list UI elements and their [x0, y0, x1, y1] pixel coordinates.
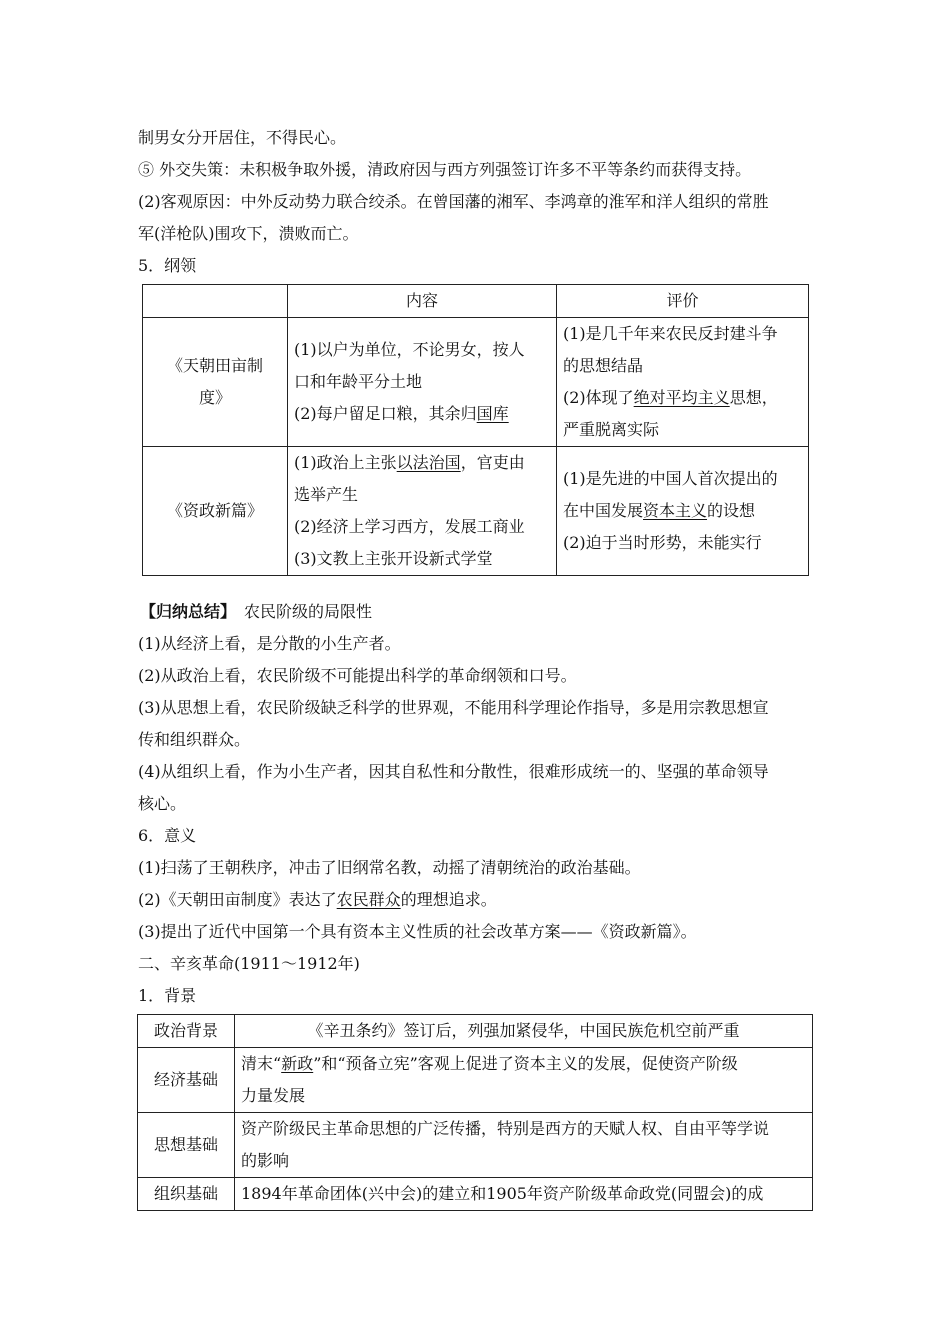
table-cell: 1894年革命团体(兴中会)的建立和1905年资产阶级革命政党(同盟会)的成	[235, 1178, 813, 1211]
cell-text: 资产阶级民主革命思想的广泛传播，特别是西方的天赋人权、自由平等学说	[241, 1119, 770, 1138]
cell-text: (2)经济上学习西方，发展工商业	[294, 517, 525, 536]
table-header-cell	[143, 285, 288, 318]
section-heading: 5．纲领	[138, 256, 197, 275]
table-row-label: 思想基础	[138, 1113, 235, 1178]
table-cell-eval	[557, 318, 809, 447]
table-cell-content	[288, 447, 557, 576]
cell-text: (2)迫于当时形势，未能实行	[563, 533, 762, 552]
cell-text	[294, 447, 550, 479]
table-row-label: 组织基础	[138, 1178, 235, 1211]
cell-text-part: 在中国发展	[563, 501, 644, 520]
table-header-cell: 评价	[557, 285, 809, 318]
summary-line: (4)从组织上看，作为小生产者，因其自私性和分散性，很难形成统一的、坚强的革命领导	[138, 762, 769, 781]
program-table	[142, 284, 809, 576]
table-cell-content	[288, 318, 557, 447]
meaning-line: (3)提出了近代中国第一个具有资本主义性质的社会改革方案——《资政新篇》。	[138, 922, 697, 941]
underlined-keyword: 资本主义	[643, 501, 708, 520]
table-cell-eval	[557, 447, 809, 576]
paragraph-line: (2)客观原因：中外反动势力联合绞杀。在曾国藩的湘军、李鸿章的淮军和洋人组织的常胜	[138, 192, 769, 211]
cell-text-part: 清末“	[241, 1054, 282, 1073]
paragraph-line: 军(洋枪队)围攻下，溃败而亡。	[138, 224, 359, 243]
section-heading: 1．背景	[138, 986, 197, 1005]
cell-text: (1)是几千年来农民反封建斗争	[563, 324, 778, 343]
section-heading: 6．意义	[138, 826, 197, 845]
underlined-keyword: 国库	[476, 404, 509, 423]
table-row-label: 经济基础	[138, 1048, 235, 1113]
cell-text-part: 的设想	[707, 501, 756, 520]
cell-text-part: (2)体现了	[563, 388, 634, 407]
cell-text: 口和年龄平分土地	[294, 372, 423, 391]
summary-line: 核心。	[138, 794, 187, 813]
text-part: 的理想追求。	[400, 890, 497, 909]
table-header-cell: 内容	[288, 285, 557, 318]
row-label-line: 度》	[198, 388, 231, 407]
cell-text-part: ，官吏由	[460, 453, 525, 472]
cell-text: 的影响	[241, 1151, 290, 1170]
cell-text-part: 思想，	[729, 388, 778, 407]
cell-text-part: ”和“预备立宪”客观上促进了资本主义的发展，促使资产阶级	[313, 1054, 738, 1073]
paragraph-line: 制男女分开居住，不得民心。	[138, 128, 347, 147]
cell-text: (3)文教上主张开设新式学堂	[294, 549, 493, 568]
table-row-label: 《资政新篇》	[143, 447, 288, 576]
cell-text	[241, 1048, 806, 1080]
cell-text: 力量发展	[241, 1086, 306, 1105]
text-part: (2)《天朝田亩制度》表达了	[138, 890, 337, 909]
summary-line: 传和组织群众。	[138, 730, 251, 749]
cell-text: (1)是先进的中国人首次提出的	[563, 469, 778, 488]
summary-line: (1)从经济上看，是分散的小生产者。	[138, 634, 401, 653]
underlined-keyword: 绝对平均主义	[633, 388, 730, 407]
underlined-keyword: 农民群众	[336, 890, 401, 909]
summary-line: (2)从政治上看，农民阶级不可能提出科学的革命纲领和口号。	[138, 666, 577, 685]
underlined-keyword: 以法治国	[396, 453, 461, 472]
row-label-line: 《天朝田亩制	[166, 356, 263, 375]
table-cell: 《辛丑条约》签订后，列强加紧侵华，中国民族危机空前严重	[235, 1015, 813, 1048]
cell-text	[294, 398, 550, 430]
paragraph-line: ⑤ 外交失策：未积极争取外援，清政府因与西方列强签订许多不平等条约而获得支持。	[138, 160, 752, 179]
meaning-line	[138, 890, 813, 910]
section-title: 二、辛亥革命(1911～1912年)	[138, 954, 360, 973]
cell-text: (1)以户为单位，不论男女，按人	[294, 340, 525, 359]
table-cell	[235, 1048, 813, 1113]
cell-text-part: (1)政治上主张	[294, 453, 397, 472]
cell-text: 严重脱离实际	[563, 420, 660, 439]
background-table	[137, 1014, 813, 1211]
cell-text: 的思想结晶	[563, 356, 644, 375]
table-row-label	[143, 318, 288, 447]
meaning-line: (1)扫荡了王朝秩序，冲击了旧纲常名教，动摇了清朝统治的政治基础。	[138, 858, 641, 877]
cell-text	[563, 495, 802, 527]
cell-text-part: (2)每户留足口粮，其余归	[294, 404, 477, 423]
cell-text: 选举产生	[294, 485, 359, 504]
summary-line: (3)从思想上看，农民阶级缺乏科学的世界观，不能用科学理论作指导，多是用宗教思想宣	[138, 698, 769, 717]
summary-title: 农民阶级的局限性	[244, 602, 373, 621]
summary-heading	[140, 602, 815, 622]
cell-text	[563, 382, 802, 414]
table-row-label: 政治背景	[138, 1015, 235, 1048]
table-cell	[235, 1113, 813, 1178]
underlined-keyword: 新政	[281, 1054, 314, 1073]
summary-tag: 【归纳总结】	[140, 602, 237, 621]
